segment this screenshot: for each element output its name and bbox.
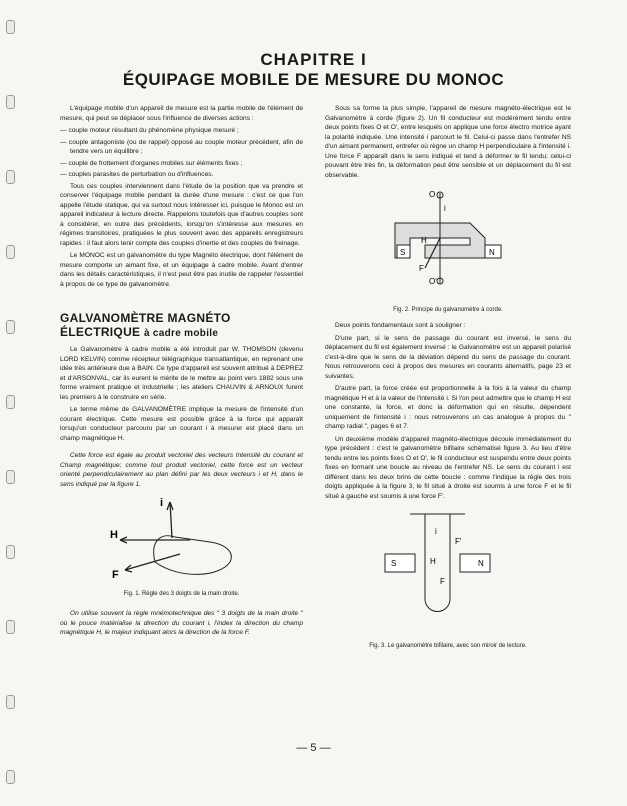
italic-paragraph: Cette force est égale au produit vectoriel des vecteurs Intensité du courant et Champ magnétique; comme tout produit vectoriel, cette force est un vecteur orienté perpendiculairement au plan défini par les deux vecteurs i et H, dans le sens indiqué par la figure 1. — [60, 452, 303, 488]
label-H: H — [421, 236, 427, 245]
intro-paragraph: L'équipage mobile d'un appareil de mesure est la partie mobile de l'élément de mesure, qui peut se déplacer sous l'influence de diverses actions : — [60, 105, 303, 122]
figure-caption: Fig. 2. Principe du galvanomètre à corde. — [393, 306, 503, 313]
paragraph: Le Galvanomètre à cadre mobile a été introduit par W. THOMSON (devenu LORD KELVIN) comme récepteur télégraphique transatlantique, en reprenant une idée très antérieure due à BAIN. Ce type d'appareil est souvent attribué à DEPREZ et d'ARSONVAL, car ils eurent le mérite de le mettre au point vers 1882 sous une forme vraiment pratique et industrielle ; les ateliers CHAUVIN & ARNOUX furent les premiers à le construire en série. — [60, 346, 303, 401]
figure-caption: Fig. 1. Règle des 3 doigts de la main droite. — [123, 590, 240, 597]
paragraph: Le MONOC est un galvanomètre du type Magnéto électrique, dont l'élément de mesure comporte un aimant fixe, et un équipage à cadre mobile. Avant d'entrer dans les détails caractéristiques, il n'est peut être pas inutile de rappeler l'essentiel à propos de ce type de galvanomètre. — [60, 252, 303, 288]
italic-paragraph: On utilise souvent la règle mnémotechnique des " 3 doigts de la main droite " où le pouce matérialise la direction du courant i, l'index la direction du champ magnétique H, le majeur indiquant alors la direction de la force F. — [60, 610, 303, 636]
label-O: O — [429, 190, 436, 199]
label-F: F — [112, 569, 119, 581]
bullet-item: — couples parasites de perturbation ou d'influences. — [60, 171, 214, 178]
chapter-heading: CHAPITRE I — [260, 50, 367, 69]
bullet-item: — couple moteur résultant du phénomène physique mesuré ; — [60, 127, 239, 134]
label-i: i — [444, 204, 446, 213]
bullet-item: — couple de frottement d'organes mobiles sur éléments fixes ; — [60, 159, 243, 167]
label-F: F — [440, 577, 445, 586]
label-H: H — [110, 529, 118, 541]
label-H: H — [430, 557, 436, 566]
figure-caption: Fig. 3. Le galvanomètre bifilaire, avec son miroir de lecture. — [369, 642, 527, 649]
paragraph: D'une part, si le sens de passage du courant est inversé, le sens du déplacement du fil est également inversé : le Galvanomètre est un appareil polarisé c'est-à-dire que le sens de la déviation dépend du sens de passage du courant. Nous retrouverons ceci à propos des mesures en courants alternatifs, page 23 et suivantes. — [325, 334, 571, 380]
paragraph: Un deuxième modèle d'appareil magnéto-électrique découle immédiatement du type précédent : c'est le galvanomètre bifilaire schématisé figure 3. Au lieu d'être tendu entre les points fixes O et O', le fil conducteur est suspendu entre deux points fixes en formant une boucle au niveau de l'entrefer NS. Le sens du courant i est différent dans les deux brins de cette boucle : comme l'indique la règle des trois doigts appliquée à la figure 3, le fil situé à droite est soumis à une force F et le fil situé à gauche est soumis à une force F'. — [325, 435, 571, 500]
label-i: i — [160, 497, 164, 509]
binder-holes — [0, 0, 20, 806]
paragraph: D'autre part, la force créée est proportionnelle à la fois à la valeur du champ magnétique H et à la valeur de l'intensité i. Si l'on peut admettre que le champ H est une constante, la force, et donc la déformation qui en résulte, dépendent uniquement de l'intensité i : nous retrouverons un cas analogue à propos du " champ radial ", pages 6 et 7. — [325, 385, 571, 430]
label-Oprime: O' — [429, 277, 437, 286]
string-galvanometer-diagram — [325, 183, 571, 298]
bifilar-galvanometer-diagram — [325, 504, 571, 634]
section-heading: GALVANOMÈTRE MAGNÉTO ÉLECTRIQUE à cadre mobile — [60, 311, 231, 339]
page-title: ÉQUIPAGE MOBILE DE MESURE DU MONOC — [122, 70, 505, 89]
label-S: S — [391, 559, 397, 568]
bullet-item: — couple antagoniste (ou de rappel) opposé au couple moteur précédent, afin de tendre vers un équilibre ; — [60, 138, 303, 155]
label-F: F — [419, 264, 424, 273]
page-number: — 5 — — [296, 742, 331, 754]
paragraph: Sous sa forme la plus simple, l'appareil de mesure magnéto-électrique est le Galvanomètre à corde (figure 2). Un fil conducteur est modérément tendu entre deux points fixes O et O', entre lesquels on applique une force électro motrice ayant la polarité indiquée. Une intensité i parcourt le fil. Celui-ci passe dans l'entrefer NS d'un aimant permanent, entrefer où règne un champ H perpendiculaire à l'intensité i. Une force F apparaît dans le sens indiqué et tend à déformer le fil tendu; celui-ci pouvant être très fin, la déformation peut être sensible et un déplacement du fil est observable. — [325, 105, 571, 179]
label-Fprime: F' — [455, 537, 462, 546]
label-N: N — [478, 559, 484, 568]
label-i: i — [435, 527, 437, 536]
label-N: N — [489, 248, 495, 257]
right-hand-rule-diagram — [60, 492, 303, 582]
paragraph: Tous ces couples interviennent dans l'étude de la position que va prendre et conserver l'équipage mobile pendant la durée d'une mesure : c'est ce que l'on appelle l'étude statique, qui va surtout nous intéresser ici, puisque le Monoc est un appareil indicateur à lecture directe. Rappelons toutefois que d'autres couples sont à considérer, en outre des précédents, lorsqu'on s'intéresse aux mesures en régimes transitoires, pratiquées le plus souvent avec des appareils enregistreurs rapides : il faut alors tenir compte des couples d'inertie et des couples de freinage. — [60, 182, 303, 247]
figure-2 — [325, 183, 571, 315]
figure-3 — [325, 504, 571, 651]
paragraph: Le terme même de GALVANOMÈTRE implique la mesure de l'intensité d'un courant électrique. Cette mesure est possible grâce à la force qui apparaît lorsqu'un conducteur parcouru par un courant i à mesurer est placé dans un champ magnétique H. — [60, 406, 303, 442]
paragraph: Deux points fondamentaux sont à souligner : — [335, 322, 466, 329]
label-S: S — [400, 248, 406, 257]
figure-1 — [60, 492, 303, 599]
left-column — [60, 104, 303, 641]
right-column — [325, 104, 571, 657]
